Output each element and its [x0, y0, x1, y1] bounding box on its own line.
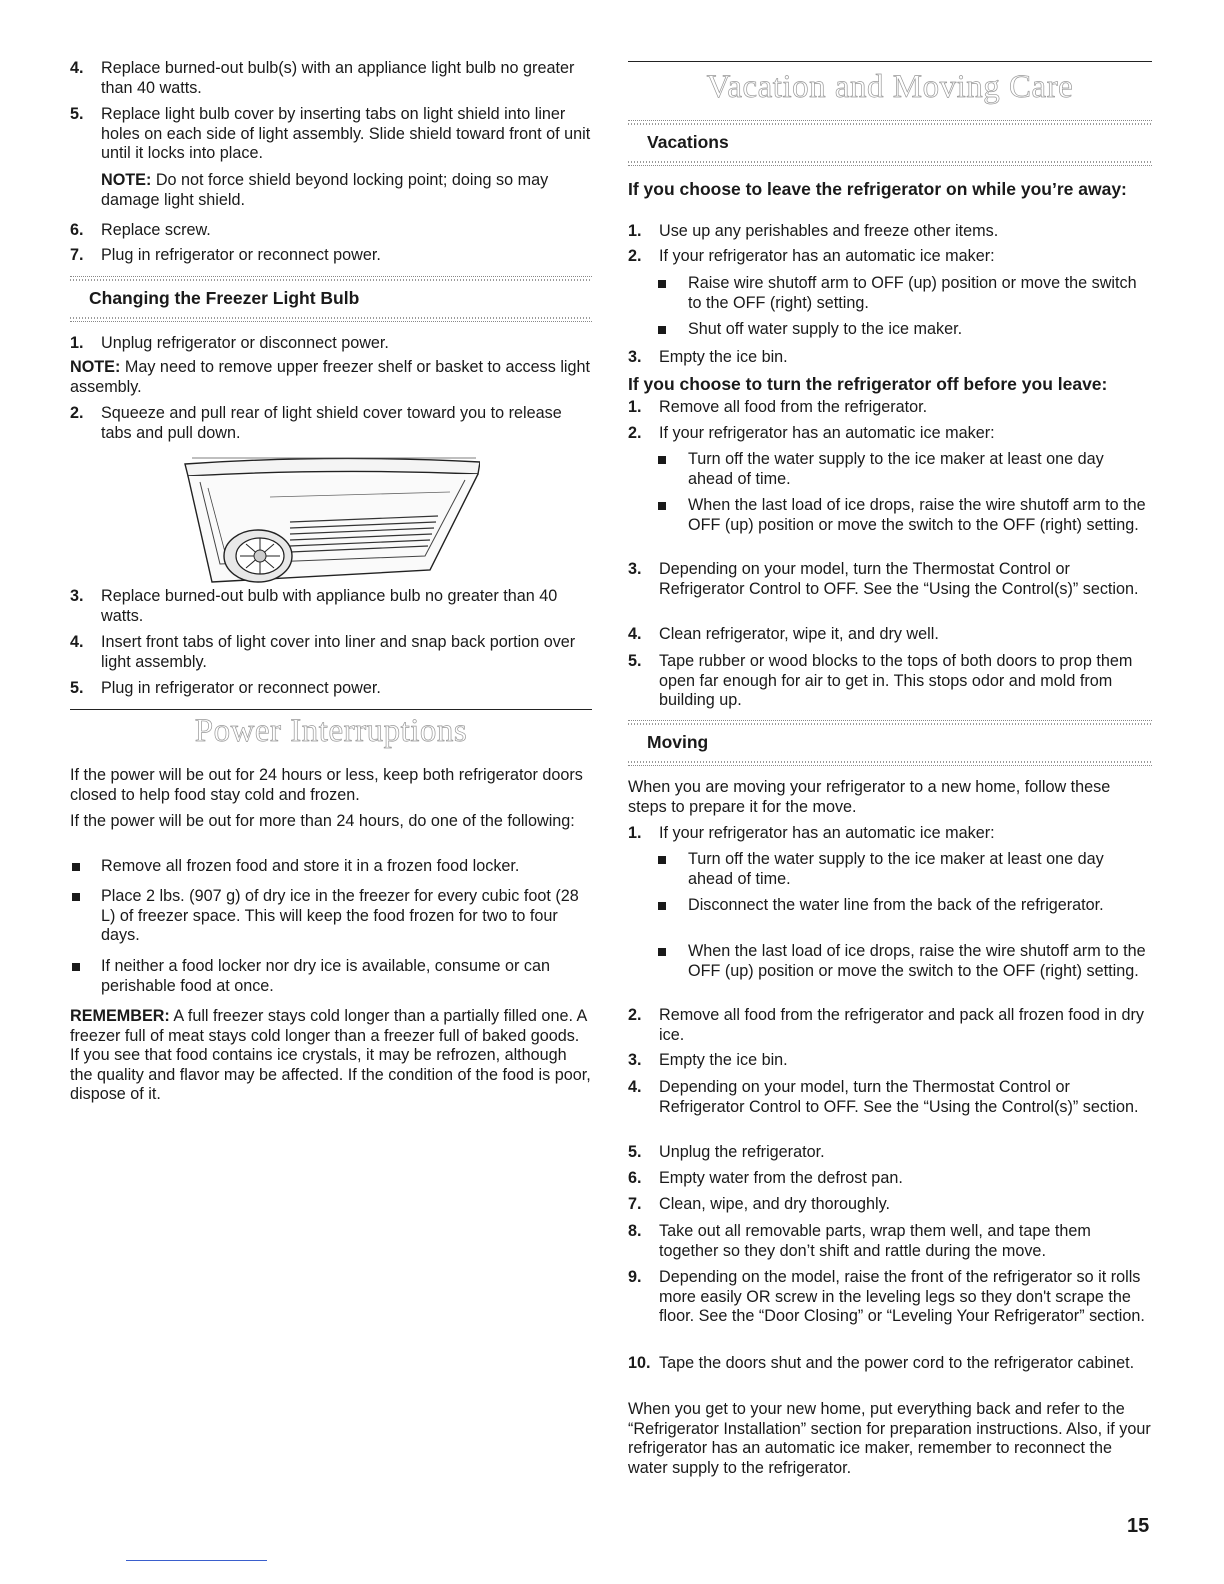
step-text: Replace burned-out bulb(s) with an appliance light bulb no greater than 40 watts.	[101, 59, 575, 97]
bullet-icon	[72, 893, 80, 901]
step-text: Clean, wipe, and dry thoroughly.	[659, 1195, 890, 1213]
step-text: Use up any perishables and freeze other items.	[659, 222, 999, 240]
bullet-item	[628, 450, 1152, 489]
step-text: If your refrigerator has an automatic ice maker:	[659, 424, 995, 442]
step-number: 8.	[628, 1222, 642, 1240]
bullet-text: If neither a food locker nor dry ice is available, consume or can perishable food at once.	[101, 957, 550, 995]
section-heading-moving	[628, 720, 1152, 766]
step-text: Empty the ice bin.	[659, 348, 788, 366]
step-text: Plug in refrigerator or reconnect power.	[101, 246, 381, 264]
paragraph: If the power will be out for 24 hours or less, keep both refrigerator doors closed to help food stay cold and frozen.	[70, 766, 583, 804]
step-text: Take out all removable parts, wrap them well, and tape them together so they don’t shift and rattle during the move.	[659, 1222, 1091, 1260]
step-text: Tape rubber or wood blocks to the tops of both doors to prop them open far enough for air to get in. This stops odor and mold from building up.	[659, 652, 1133, 709]
step-item	[628, 1051, 1152, 1071]
paragraph: When you get to your new home, put everything back and refer to the “Refrigerator Installation” section for preparation instructions. Also, if your refrigerator has an automatic ice maker, remember to reconnect the water supply to the refrigerator.	[628, 1400, 1151, 1477]
step-number: 2.	[628, 247, 642, 265]
remember-paragraph	[70, 1007, 592, 1105]
bullet-item	[70, 887, 592, 946]
step-text: Remove all food from the refrigerator and pack all frozen food in dry ice.	[659, 1006, 1144, 1044]
bullet-item	[628, 274, 1152, 313]
step-item	[70, 404, 592, 443]
step-number: 5.	[70, 105, 84, 123]
step-item	[628, 247, 1152, 267]
step-item	[628, 348, 1152, 368]
step-item	[628, 824, 1152, 844]
bullet-item	[628, 942, 1152, 981]
step-text: Empty the ice bin.	[659, 1051, 788, 1069]
step-item	[70, 105, 592, 164]
step-text: Clean refrigerator, wipe it, and dry well.	[659, 625, 939, 643]
step-text: Depending on your model, turn the Thermostat Control or Refrigerator Control to OFF. See the “Using the Control(s)” section.	[659, 1078, 1139, 1116]
step-text: Replace burned-out bulb with appliance bulb no greater than 40 watts.	[101, 587, 558, 625]
step-number: 7.	[70, 246, 84, 264]
step-number: 5.	[628, 1143, 642, 1161]
bullet-text: Disconnect the water line from the back of the refrigerator.	[688, 896, 1104, 914]
bullet-icon	[658, 456, 666, 464]
step-number: 3.	[628, 560, 642, 578]
step-number: 4.	[628, 1078, 642, 1096]
step-item	[628, 424, 1152, 444]
step-number: 3.	[70, 587, 84, 605]
step-item	[628, 1143, 1152, 1163]
step-text: Insert front tabs of light cover into liner and snap back portion over light assembly.	[101, 633, 576, 671]
step-item	[628, 560, 1152, 599]
freezer-light-illustration	[180, 452, 480, 592]
step-item	[628, 1222, 1152, 1261]
step-item	[70, 633, 592, 672]
subheading-turn-off: If you choose to turn the refrigerator off before you leave:	[628, 374, 1108, 394]
section-heading-freezer	[70, 276, 592, 322]
step-number: 9.	[628, 1268, 642, 1286]
note-text: May need to remove upper freezer shelf or basket to access light assembly.	[70, 358, 591, 396]
step-number: 2.	[628, 1006, 642, 1024]
step-text: Remove all food from the refrigerator.	[659, 398, 928, 416]
remember-label: REMEMBER:	[70, 1007, 170, 1025]
bullet-text: Raise wire shutoff arm to OFF (up) position or move the switch to the OFF (right) setting.	[688, 274, 1137, 312]
bullet-item	[628, 320, 1152, 340]
footer-rule	[126, 1560, 267, 1561]
step-text: Depending on your model, turn the Thermostat Control or Refrigerator Control to OFF. See the “Using the Control(s)” section.	[659, 560, 1139, 598]
step-item	[70, 59, 592, 98]
step-text: Replace screw.	[101, 221, 211, 239]
step-text: Unplug refrigerator or disconnect power.	[101, 334, 389, 352]
note-label: NOTE:	[101, 171, 152, 189]
section-rule	[70, 709, 592, 710]
bullet-text: Turn off the water supply to the ice maker at least one day ahead of time.	[688, 850, 1104, 888]
step-item	[628, 652, 1152, 711]
step-item	[628, 398, 1152, 418]
page-number: 15	[1127, 1515, 1150, 1537]
step-number: 1.	[628, 222, 642, 240]
step-number: 6.	[70, 221, 84, 239]
step-item	[70, 221, 592, 241]
heading-text: Moving	[647, 732, 709, 752]
section-heading-vacations	[628, 120, 1152, 166]
bullet-icon	[658, 502, 666, 510]
step-item	[628, 1195, 1152, 1215]
bullet-icon	[72, 863, 80, 871]
step-text: Plug in refrigerator or reconnect power.	[101, 679, 381, 697]
step-item	[70, 334, 592, 354]
step-item	[628, 1169, 1152, 1189]
step-number: 1.	[628, 398, 642, 416]
step-number: 10.	[628, 1354, 651, 1372]
bullet-item	[70, 857, 592, 877]
bullet-icon	[658, 326, 666, 334]
bullet-text: When the last load of ice drops, raise the wire shutoff arm to the OFF (up) position or move the switch to the OFF (right) setting.	[688, 496, 1146, 534]
bullet-item	[628, 896, 1152, 916]
section-title-vacation: Vacation and Moving Care	[706, 69, 1074, 105]
bullet-item	[628, 496, 1152, 535]
step-number: 4.	[628, 625, 642, 643]
paragraph: If the power will be out for more than 24 hours, do one of the following:	[70, 812, 575, 830]
step-number: 6.	[628, 1169, 642, 1187]
step-number: 1.	[628, 824, 642, 842]
step-item	[70, 246, 592, 266]
step-text: Tape the doors shut and the power cord to the refrigerator cabinet.	[659, 1354, 1135, 1372]
step-number: 2.	[628, 424, 642, 442]
bullet-text: When the last load of ice drops, raise the wire shutoff arm to the OFF (up) position or move the switch to the OFF (right) setting.	[688, 942, 1146, 980]
step-number: 4.	[70, 633, 84, 651]
step-number: 3.	[628, 348, 642, 366]
step-item	[628, 1354, 1152, 1374]
step-item	[70, 587, 592, 626]
section-title-power: Power Interruptions	[194, 713, 468, 749]
step-text: Replace light bulb cover by inserting tabs on light shield into liner holes on each side of light assembly. Slide shield toward front of unit until it locks into place.	[101, 105, 591, 162]
step-item	[70, 679, 592, 699]
bullet-icon	[658, 280, 666, 288]
bullet-text: Turn off the water supply to the ice maker at least one day ahead of time.	[688, 450, 1104, 488]
remember-text: A full freezer stays cold longer than a partially filled one. A freezer full of meat stays cold longer than a freezer full of baked goods. If you see that food contains ice crystals, it may be refrozen, although the quality and flavor may be affected. If the condition of the food is poor, dispose of it.	[70, 1007, 591, 1103]
step-text: If your refrigerator has an automatic ice maker:	[659, 824, 995, 842]
step-item	[628, 1078, 1152, 1117]
bullet-item	[628, 850, 1152, 889]
bullet-icon	[658, 902, 666, 910]
bullet-text: Remove all frozen food and store it in a frozen food locker.	[101, 857, 520, 875]
step-number: 3.	[628, 1051, 642, 1069]
section-rule	[628, 61, 1152, 62]
bullet-text: Shut off water supply to the ice maker.	[688, 320, 963, 338]
step-text: Depending on the model, raise the front of the refrigerator so it rolls more easily OR screw in the leveling legs so they don't scrape the floor. See the “Door Closing” or “Leveling Your Refrigerator” section.	[659, 1268, 1145, 1325]
step-item	[628, 222, 1152, 242]
bullet-icon	[72, 963, 80, 971]
note-paragraph	[101, 171, 592, 210]
bullet-item	[70, 957, 592, 996]
heading-text: Vacations	[647, 132, 729, 152]
step-text: Squeeze and pull rear of light shield cover toward you to release tabs and pull down.	[101, 404, 562, 442]
step-number: 5.	[70, 679, 84, 697]
step-number: 2.	[70, 404, 84, 422]
bullet-text: Place 2 lbs. (907 g) of dry ice in the freezer for every cubic foot (28 L) of freezer space. This will keep the food frozen for two to four days.	[101, 887, 579, 944]
step-item	[628, 1006, 1152, 1045]
note-paragraph	[70, 358, 592, 397]
step-number: 1.	[70, 334, 84, 352]
step-number: 4.	[70, 59, 84, 77]
step-number: 5.	[628, 652, 642, 670]
note-label: NOTE:	[70, 358, 121, 376]
note-text: Do not force shield beyond locking point; doing so may damage light shield.	[101, 171, 549, 209]
subheading-leave-on: If you choose to leave the refrigerator on while you’re away:	[628, 179, 1127, 199]
bullet-icon	[658, 948, 666, 956]
paragraph: When you are moving your refrigerator to a new home, follow these steps to prepare it for the move.	[628, 778, 1111, 816]
step-item	[628, 1268, 1152, 1327]
bullet-icon	[658, 856, 666, 864]
heading-text: Changing the Freezer Light Bulb	[89, 288, 360, 308]
step-text: Unplug the refrigerator.	[659, 1143, 825, 1161]
step-text: Empty water from the defrost pan.	[659, 1169, 903, 1187]
step-number: 7.	[628, 1195, 642, 1213]
step-text: If your refrigerator has an automatic ice maker:	[659, 247, 995, 265]
step-item	[628, 625, 1152, 645]
